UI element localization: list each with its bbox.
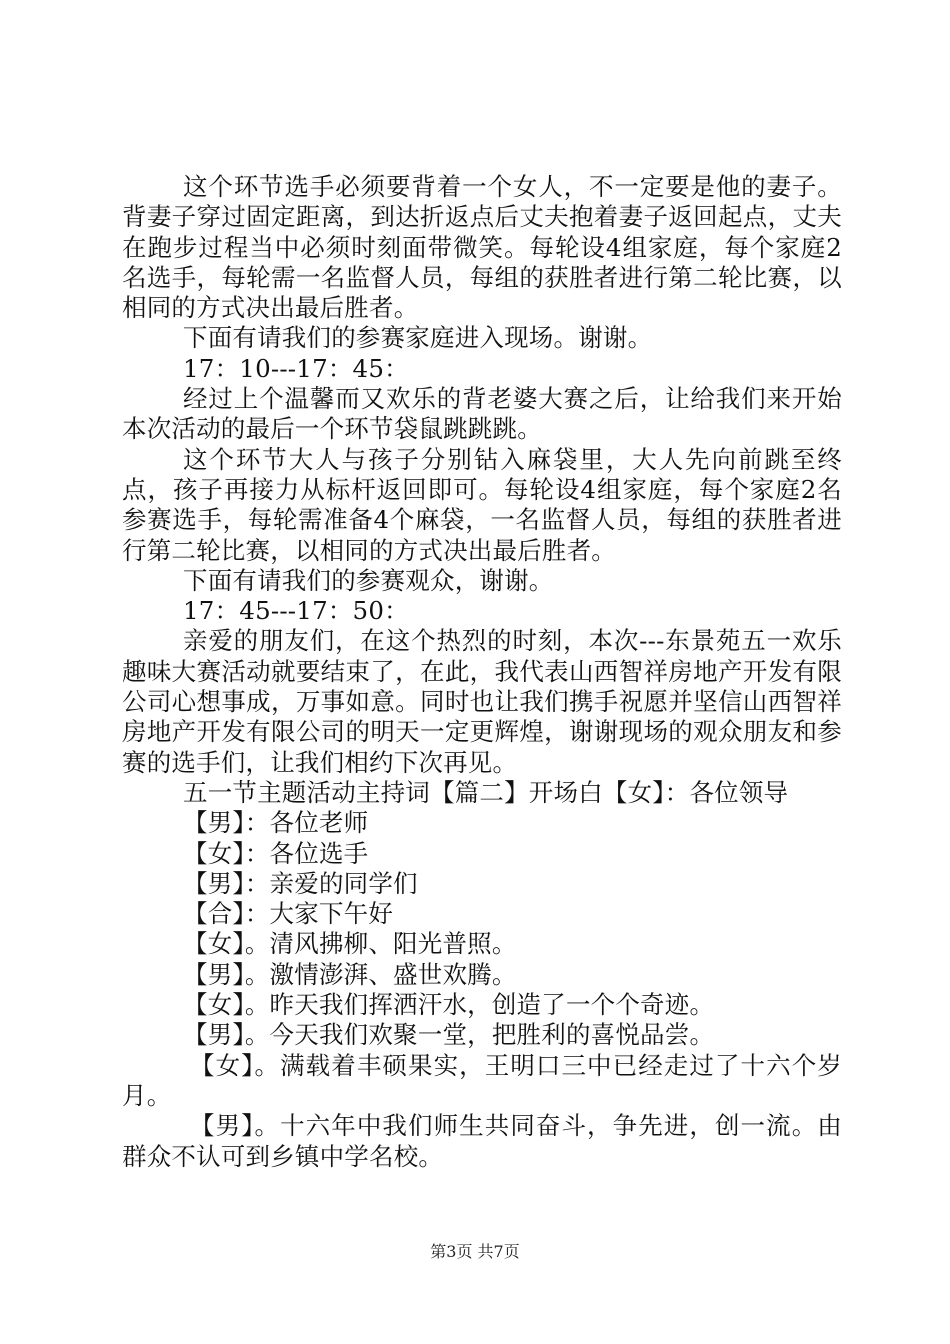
dialogue-line: 【男】：各位老师 <box>183 808 369 838</box>
paragraph: 这个环节大人与孩子分别钻入麻袋里，大人先向前跳至终点，孩子再接力从标杆返回即可。每轮设4组家庭，每个家庭2名参赛选手，每轮需准备4个麻袋，一名监督人员，每组的获胜者进行第二轮比赛，以相同的方式决出最后胜者。 <box>122 444 842 565</box>
paragraph: 经过上个温馨而又欢乐的背老婆大赛之后，让给我们来开始本次活动的最后一个环节袋鼠跳跳跳。 <box>122 384 842 444</box>
paragraph: 这个环节选手必须要背着一个女人，不一定要是他的妻子。背妻子穿过固定距离，到达折返点后丈夫抱着妻子返回起点，丈夫在跑步过程当中必须时刻面带微笑。每轮设4组家庭，每个家庭2名选手，每轮需一名监督人员，每组的获胜者进行第二轮比赛，以相同的方式决出最后胜者。 <box>122 172 842 323</box>
paragraph: 亲爱的朋友们，在这个热烈的时刻，本次---东景苑五一欢乐趣味大赛活动就要结束了，在此，我代表山西智祥房地产开发有限公司心想事成，万事如意。同时也让我们携手祝愿并坚信山西智祥房地产开发有限公司的明天一定更辉煌，谢谢现场的观众朋友和参赛的选手们，让我们相约下次再见。 <box>122 626 842 777</box>
dialogue-line: 【女】。清风拂柳、阳光普照。 <box>183 929 517 959</box>
time-heading: 17：10---17：45： <box>183 353 409 383</box>
dialogue-line: 【女】。昨天我们挥洒汗水，创造了一个个奇迹。 <box>183 990 715 1020</box>
dialogue-line: 【女】。满载着丰硕果实，王明口三中已经走过了十六个岁月。 <box>122 1050 842 1110</box>
section-heading: 五一节主题活动主持词【篇二】开场白【女】：各位领导 <box>183 777 789 807</box>
paragraph: 下面有请我们的参赛观众，谢谢。 <box>183 565 554 595</box>
dialogue-line: 【男】。十六年中我们师生共同奋斗，争先进，创一流。由群众不认可到乡镇中学名校。 <box>122 1111 842 1171</box>
page-footer: 第3页 共7页 <box>430 1242 520 1261</box>
dialogue-line: 【男】：亲爱的同学们 <box>183 868 418 898</box>
dialogue-line: 【男】。激情澎湃、盛世欢腾。 <box>183 959 517 989</box>
time-heading: 17：45---17：50： <box>183 596 409 626</box>
paragraph: 下面有请我们的参赛家庭进入现场。谢谢。 <box>183 323 653 353</box>
dialogue-line: 【男】。今天我们欢聚一堂，把胜利的喜悦品尝。 <box>183 1020 715 1050</box>
document-body <box>122 172 842 1172</box>
dialogue-line: 【女】：各位选手 <box>183 838 369 868</box>
dialogue-line: 【合】：大家下午好 <box>183 899 394 929</box>
